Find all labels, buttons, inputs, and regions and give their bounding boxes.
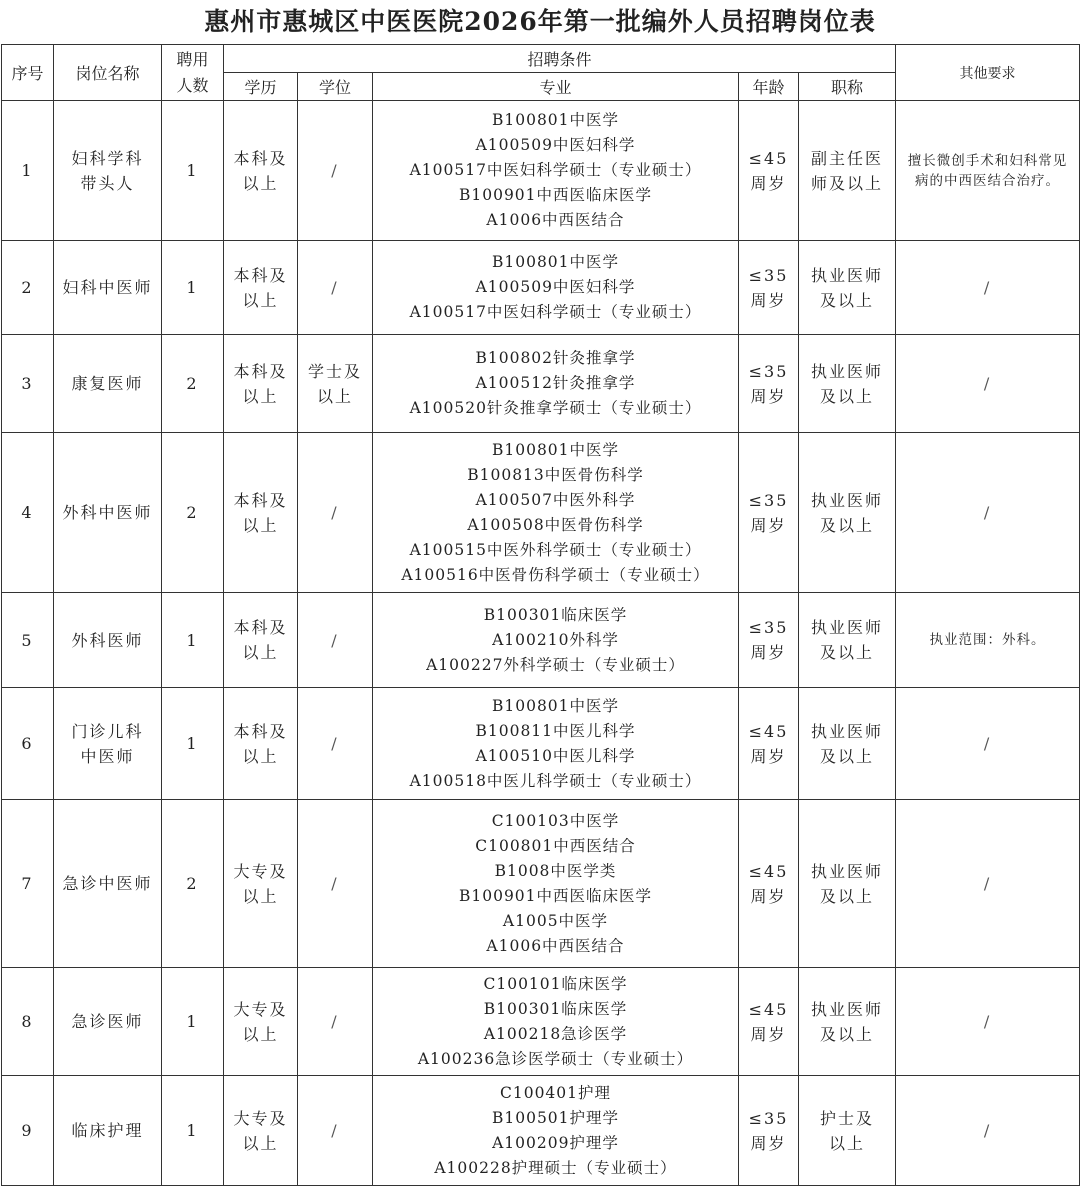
row-other-line: 执业范围：外科。: [929, 632, 1046, 648]
row-title-rank-line: 及以上: [820, 746, 875, 766]
row-title-rank-line: 及以上: [820, 1024, 875, 1044]
row-no: [2, 1076, 54, 1186]
row-majors-line: A100508中医骨伤科学: [467, 515, 644, 534]
row-other-line: /: [983, 503, 992, 522]
row-majors-line: B100801中医学: [491, 111, 620, 129]
row-majors: [373, 101, 739, 241]
row-count: [162, 800, 224, 968]
row-position-line: 外科医师: [71, 630, 144, 650]
row-majors-line: B100301临床医学: [483, 605, 628, 624]
row-majors-line: A1006中西医结合: [486, 936, 625, 955]
header-other: 其他要求: [896, 45, 1080, 101]
row-title-rank-line: 执业医师: [811, 361, 884, 381]
row-position-line: 急诊医师: [71, 1012, 144, 1031]
row-position: [54, 101, 162, 241]
row-other: [896, 101, 1080, 241]
row-age-line: ≤35: [748, 1108, 789, 1128]
row-majors-line: A100516中医骨伤科学硕士（专业硕士）: [401, 565, 710, 584]
row-age-line: 周岁: [750, 290, 787, 310]
row-other: [896, 433, 1080, 593]
table-body: [2, 101, 1080, 1186]
row-no: [2, 433, 54, 593]
row-title-rank-line: 及以上: [820, 515, 875, 535]
row-age-line: ≤35: [748, 265, 789, 285]
row-no-line: 3: [21, 374, 34, 393]
row-no: [2, 593, 54, 688]
table-row: [2, 101, 1080, 241]
row-majors-line: C100103中医学: [491, 811, 620, 830]
row-degree: [298, 593, 373, 688]
header-title-rank: 职称: [799, 73, 896, 101]
row-title-rank-line: 护士及: [820, 1108, 875, 1128]
row-degree-line: /: [331, 1012, 339, 1031]
row-majors-line: B100501护理学: [491, 1108, 620, 1127]
row-title-rank: [799, 241, 896, 335]
row-age: [739, 335, 799, 433]
row-position-line: 外科中医师: [62, 503, 153, 522]
row-other: [896, 593, 1080, 688]
row-position: [54, 688, 162, 800]
row-degree-line: /: [331, 161, 339, 180]
row-count-line: 1: [186, 734, 199, 753]
row-no-line: 2: [21, 278, 34, 297]
row-education-line: 本科及: [233, 618, 288, 637]
row-degree-line: /: [331, 1121, 339, 1140]
row-education-line: 以上: [242, 515, 279, 535]
row-other: [896, 241, 1080, 335]
row-other-line: 病的中西医结合治疗。: [915, 172, 1061, 189]
row-education-line: 以上: [242, 643, 279, 662]
row-title-rank-line: 执业医师: [811, 861, 884, 881]
row-majors-line: A100512针灸推拿学: [475, 374, 636, 392]
row-title-rank-line: 及以上: [820, 386, 875, 406]
table-row: [2, 433, 1080, 593]
row-age-line: ≤45: [748, 148, 789, 168]
header-conditions-group: 招聘条件: [224, 45, 896, 73]
row-age-line: 周岁: [750, 1024, 787, 1044]
row-majors-line: A100209护理学: [492, 1133, 619, 1152]
row-education: [224, 241, 298, 335]
row-majors-line: B100802针灸推拿学: [475, 349, 636, 367]
row-other-line: /: [983, 1012, 992, 1031]
row-title-rank-line: 执业医师: [811, 618, 884, 637]
table-row: [2, 800, 1080, 968]
row-count: [162, 433, 224, 593]
row-majors-line: B100801中医学: [491, 696, 620, 715]
table-row: [2, 968, 1080, 1076]
row-majors-line: B1008中医学类: [494, 861, 617, 880]
row-position: [54, 241, 162, 335]
header-position: 岗位名称: [54, 45, 162, 101]
row-other-line: /: [983, 1121, 992, 1140]
row-count-line: 2: [186, 503, 199, 522]
row-title-rank-line: 副主任医: [811, 148, 884, 168]
row-other-line: /: [983, 278, 992, 297]
row-age: [739, 968, 799, 1076]
row-education-line: 以上: [242, 746, 279, 766]
row-title-rank: [799, 968, 896, 1076]
row-no-line: 4: [21, 503, 34, 522]
row-no-line: 8: [21, 1012, 34, 1031]
row-age-line: ≤45: [748, 999, 789, 1019]
row-majors: [373, 241, 739, 335]
row-majors-line: B100901中西医临床医学: [458, 886, 653, 905]
row-majors-line: A100236急诊医学硕士（专业硕士）: [417, 1049, 694, 1068]
row-majors-line: A100228护理硕士（专业硕士）: [434, 1158, 677, 1177]
row-age-line: 周岁: [750, 173, 787, 193]
row-age-line: 周岁: [750, 1133, 787, 1153]
row-education-line: 大专及: [233, 999, 288, 1019]
table-row: [2, 241, 1080, 335]
table-row: [2, 1076, 1080, 1186]
row-education-line: 本科及: [233, 361, 288, 381]
row-degree-line: 以上: [316, 386, 353, 406]
row-title-rank-line: 执业医师: [811, 999, 884, 1019]
row-position: [54, 968, 162, 1076]
row-majors-line: A100507中医外科学: [475, 490, 636, 509]
row-majors-line: A1006中西医结合: [486, 211, 625, 229]
row-degree: [298, 241, 373, 335]
row-degree-line: /: [331, 874, 339, 893]
row-position-line: 带头人: [80, 173, 135, 193]
row-majors: [373, 433, 739, 593]
row-no-line: 9: [21, 1121, 34, 1140]
row-degree: [298, 433, 373, 593]
row-majors-line: A100509中医妇科学: [475, 136, 636, 154]
row-no-line: 6: [21, 734, 34, 753]
row-count-line: 1: [186, 278, 199, 297]
row-majors: [373, 593, 739, 688]
row-majors: [373, 800, 739, 968]
row-majors-line: A100517中医妇科学硕士（专业硕士）: [409, 303, 702, 321]
row-count: [162, 1076, 224, 1186]
row-majors-line: A100510中医儿科学: [475, 746, 636, 765]
row-count-line: 2: [186, 874, 199, 893]
row-other-line: 擅长微创手术和妇科常见: [907, 152, 1068, 169]
header-count: [162, 45, 224, 101]
row-no-line: 5: [21, 630, 34, 650]
row-position-line: 临床护理: [71, 1121, 144, 1140]
row-age-line: ≤45: [748, 861, 789, 881]
row-age-line: 周岁: [750, 886, 787, 906]
row-count-line: 1: [186, 161, 199, 180]
row-education-line: 以上: [242, 1024, 279, 1044]
row-majors-line: C100401护理: [499, 1083, 612, 1102]
row-majors-line: A100509中医妇科学: [475, 278, 636, 296]
row-no: [2, 968, 54, 1076]
row-education-line: 本科及: [233, 721, 288, 741]
row-title-rank: [799, 593, 896, 688]
row-count-line: 1: [186, 1121, 199, 1140]
row-majors-line: A100520针灸推拿学硕士（专业硕士）: [409, 399, 702, 417]
row-age-line: 周岁: [750, 643, 787, 662]
row-count: [162, 101, 224, 241]
row-degree-line: /: [331, 630, 339, 650]
row-age-line: 周岁: [750, 515, 787, 535]
row-no: [2, 101, 54, 241]
row-count-line: 1: [186, 1012, 199, 1031]
row-age: [739, 1076, 799, 1186]
row-majors-line: A100210外科学: [492, 630, 619, 649]
row-education: [224, 433, 298, 593]
row-count: [162, 968, 224, 1076]
row-education: [224, 101, 298, 241]
row-other-line: /: [983, 734, 992, 753]
row-title-rank-line: 执业医师: [811, 721, 884, 741]
row-position: [54, 335, 162, 433]
row-education-line: 本科及: [233, 148, 288, 168]
row-age-line: ≤35: [748, 618, 789, 637]
row-title-rank: [799, 688, 896, 800]
row-age: [739, 241, 799, 335]
row-other: [896, 1076, 1080, 1186]
row-education-line: 本科及: [233, 265, 288, 285]
row-education: [224, 335, 298, 433]
row-degree-line: 学士及: [307, 361, 362, 381]
row-no: [2, 800, 54, 968]
row-age: [739, 433, 799, 593]
page-title: 惠州市惠城区中医医院2026年第一批编外人员招聘岗位表: [204, 7, 876, 36]
row-title-rank: [799, 800, 896, 968]
row-education-line: 以上: [242, 1133, 279, 1153]
row-count: [162, 593, 224, 688]
row-majors-line: B100813中医骨伤科学: [467, 465, 644, 484]
row-age-line: ≤45: [748, 721, 789, 741]
row-age: [739, 688, 799, 800]
row-majors-line: B100801中医学: [491, 440, 620, 459]
row-position: [54, 1076, 162, 1186]
row-no-line: 1: [21, 161, 34, 180]
row-majors-line: A100518中医儿科学硕士（专业硕士）: [409, 771, 702, 790]
table-row: [2, 335, 1080, 433]
row-other: [896, 968, 1080, 1076]
row-majors-line: A100227外科学硕士（专业硕士）: [426, 655, 685, 674]
row-education: [224, 1076, 298, 1186]
row-majors-line: C100101临床医学: [483, 974, 628, 993]
row-degree: [298, 800, 373, 968]
row-position-line: 门诊儿科: [71, 721, 144, 741]
row-education: [224, 800, 298, 968]
header-major: 专业: [373, 73, 739, 101]
row-education-line: 以上: [242, 290, 279, 310]
row-age: [739, 593, 799, 688]
row-position: [54, 593, 162, 688]
row-other: [896, 688, 1080, 800]
row-majors-line: A100517中医妇科学硕士（专业硕士）: [409, 161, 702, 179]
row-degree-line: /: [331, 278, 339, 297]
row-majors-line: A100218急诊医学: [483, 1024, 628, 1043]
table-row: [2, 688, 1080, 800]
row-education-line: 以上: [242, 386, 279, 406]
row-degree: [298, 101, 373, 241]
row-majors-line: B100801中医学: [491, 253, 620, 271]
row-title-rank-line: 以上: [829, 1133, 866, 1153]
row-age-line: 周岁: [750, 746, 787, 766]
row-degree: [298, 335, 373, 433]
row-education: [224, 593, 298, 688]
row-majors-line: B100901中西医临床医学: [458, 186, 653, 204]
row-age-line: ≤35: [748, 490, 789, 510]
header-degree: 学位: [298, 73, 373, 101]
row-education-line: 大专及: [233, 861, 288, 881]
row-count: [162, 335, 224, 433]
row-degree: [298, 1076, 373, 1186]
row-no-line: 7: [21, 874, 34, 893]
row-position-line: 急诊中医师: [62, 874, 153, 893]
row-education-line: 以上: [242, 886, 279, 906]
row-degree-line: /: [331, 734, 339, 753]
row-age-line: 周岁: [750, 386, 787, 406]
row-title-rank-line: 及以上: [820, 643, 875, 662]
row-majors-line: B100301临床医学: [483, 999, 628, 1018]
row-title-rank-line: 及以上: [820, 886, 875, 906]
header-education: 学历: [224, 73, 298, 101]
table-row: [2, 593, 1080, 688]
row-no: [2, 335, 54, 433]
row-count-line: 1: [186, 630, 199, 650]
row-other-line: /: [983, 374, 992, 393]
header-no: 序号: [2, 45, 54, 101]
row-education-line: 以上: [242, 173, 279, 193]
row-majors: [373, 968, 739, 1076]
row-no: [2, 688, 54, 800]
recruitment-table: [1, 44, 1080, 1186]
row-majors: [373, 335, 739, 433]
row-majors-line: C100801中西医结合: [475, 836, 636, 855]
row-position-line: 妇科学科: [71, 148, 144, 168]
row-no: [2, 241, 54, 335]
row-degree: [298, 968, 373, 1076]
row-majors-line: B100811中医儿科学: [475, 721, 636, 740]
row-majors-line: A1005中医学: [502, 911, 609, 930]
row-position: [54, 433, 162, 593]
row-education-line: 大专及: [233, 1108, 288, 1128]
row-title-rank: [799, 101, 896, 241]
row-title-rank: [799, 433, 896, 593]
row-count-line: 2: [186, 374, 199, 393]
row-title-rank-line: 及以上: [820, 290, 875, 310]
row-count: [162, 241, 224, 335]
row-title-rank-line: 师及以上: [811, 173, 884, 193]
row-age: [739, 101, 799, 241]
row-degree: [298, 688, 373, 800]
row-position-line: 妇科中医师: [62, 278, 153, 297]
row-other-line: /: [983, 874, 992, 893]
row-majors-line: A100515中医外科学硕士（专业硕士）: [409, 540, 702, 559]
row-other: [896, 800, 1080, 968]
row-education: [224, 688, 298, 800]
row-position: [54, 800, 162, 968]
header-age: 年龄: [739, 73, 799, 101]
row-title-rank: [799, 1076, 896, 1186]
row-majors: [373, 688, 739, 800]
row-position-line: 康复医师: [71, 374, 144, 393]
row-position-line: 中医师: [80, 746, 135, 766]
row-education-line: 本科及: [233, 490, 288, 510]
row-title-rank-line: 执业医师: [811, 490, 884, 510]
row-title-rank: [799, 335, 896, 433]
header-count-text: 聘用人数: [176, 49, 209, 95]
row-degree-line: /: [331, 503, 339, 522]
row-other: [896, 335, 1080, 433]
row-count: [162, 688, 224, 800]
row-majors: [373, 1076, 739, 1186]
row-title-rank-line: 执业医师: [811, 265, 884, 285]
row-education: [224, 968, 298, 1076]
row-age: [739, 800, 799, 968]
row-age-line: ≤35: [748, 361, 789, 381]
